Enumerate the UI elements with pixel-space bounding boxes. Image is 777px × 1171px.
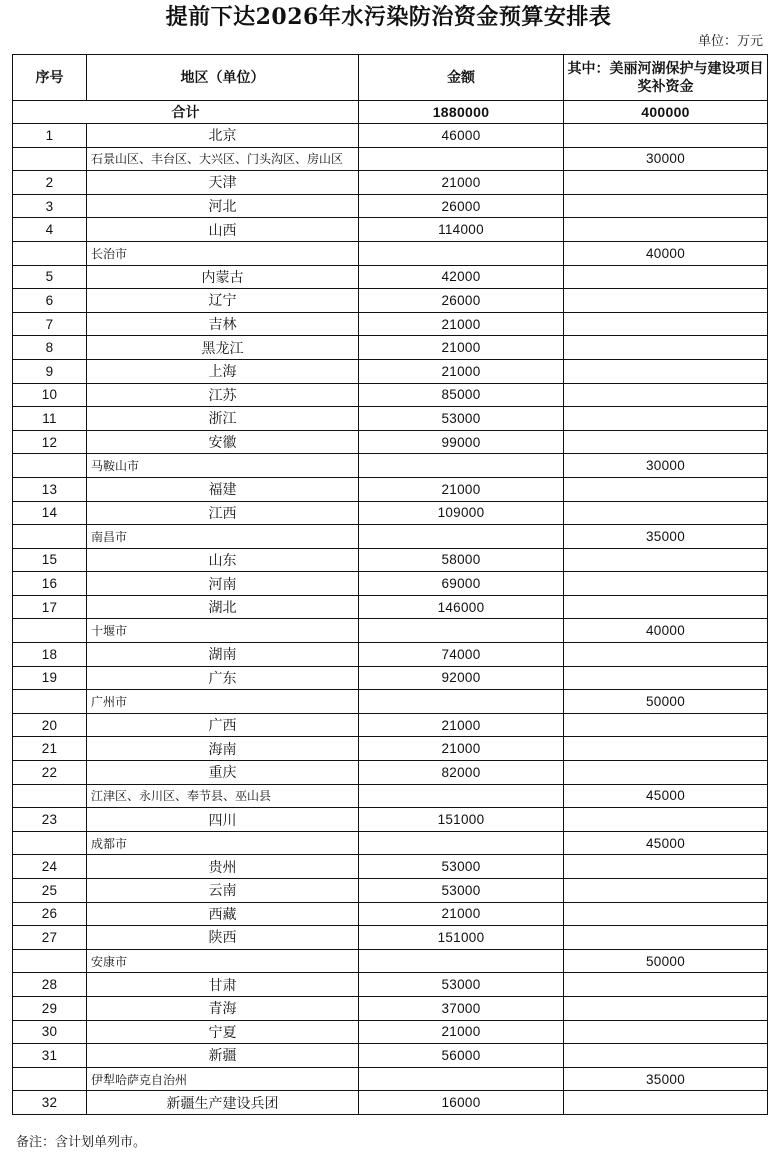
cell-amount: 85000 [359,383,564,407]
total-row [13,101,768,124]
cell-seq [13,619,87,643]
cell-region: 山东 [87,548,359,572]
cell-of-which [564,407,768,431]
table-row [13,879,768,903]
cell-of-which [564,595,768,619]
cell-amount [359,147,564,171]
cell-amount: 114000 [359,218,564,242]
cell-seq: 6 [13,289,87,313]
cell-seq: 10 [13,383,87,407]
table-row [13,996,768,1020]
cell-amount: 151000 [359,926,564,950]
cell-of-which: 50000 [564,949,768,973]
table-row-subitem [13,831,768,855]
cell-of-which: 45000 [564,831,768,855]
footnote: 备注：含计划单列市。 [16,1135,147,1150]
cell-amount [359,831,564,855]
table-row [13,336,768,360]
cell-amount: 37000 [359,996,564,1020]
cell-of-which [564,643,768,667]
table-row [13,808,768,832]
table-row [13,926,768,950]
cell-amount [359,454,564,478]
cell-of-which [564,1091,768,1115]
cell-amount: 74000 [359,643,564,667]
cell-seq: 15 [13,548,87,572]
cell-amount: 21000 [359,312,564,336]
cell-seq: 14 [13,501,87,525]
cell-region: 广州市 [87,690,359,714]
header-of-which: 其中：美丽河湖保护与建设项目奖补资金 [564,55,768,101]
cell-amount: 21000 [359,902,564,926]
cell-region: 贵州 [87,855,359,879]
cell-amount [359,1067,564,1091]
header-region: 地区（单位） [87,55,359,101]
cell-amount [359,241,564,265]
table-row [13,171,768,195]
cell-of-which: 35000 [564,1067,768,1091]
cell-amount: 42000 [359,265,564,289]
cell-amount: 46000 [359,124,564,148]
cell-amount: 21000 [359,737,564,761]
cell-of-which [564,171,768,195]
table-row-subitem [13,784,768,808]
header-amount: 金额 [359,55,564,101]
unit-label: 单位：万元 [697,34,763,49]
cell-amount: 53000 [359,879,564,903]
cell-region: 湖南 [87,643,359,667]
cell-seq: 16 [13,572,87,596]
cell-of-which [564,996,768,1020]
cell-of-which: 50000 [564,690,768,714]
table-row [13,737,768,761]
cell-of-which [564,926,768,950]
cell-seq: 18 [13,643,87,667]
cell-amount [359,690,564,714]
table-row-subitem [13,949,768,973]
cell-amount: 21000 [359,359,564,383]
cell-of-which [564,194,768,218]
cell-of-which [564,548,768,572]
cell-of-which [564,855,768,879]
cell-amount: 53000 [359,973,564,997]
cell-region: 新疆生产建设兵团 [87,1091,359,1115]
cell-amount: 82000 [359,761,564,785]
cell-seq [13,690,87,714]
cell-of-which [564,312,768,336]
cell-region: 河南 [87,572,359,596]
cell-seq: 11 [13,407,87,431]
table-row-subitem [13,525,768,549]
cell-region: 内蒙古 [87,265,359,289]
cell-amount: 146000 [359,595,564,619]
cell-region: 云南 [87,879,359,903]
cell-region: 伊犁哈萨克自治州 [87,1067,359,1091]
cell-of-which [564,879,768,903]
cell-region: 浙江 [87,407,359,431]
cell-seq: 28 [13,973,87,997]
cell-seq: 19 [13,666,87,690]
table-row [13,194,768,218]
cell-of-which: 40000 [564,241,768,265]
cell-region: 广西 [87,713,359,737]
cell-amount: 21000 [359,171,564,195]
cell-of-which: 45000 [564,784,768,808]
cell-amount: 21000 [359,477,564,501]
cell-amount: 53000 [359,855,564,879]
cell-amount: 92000 [359,666,564,690]
table-row [13,124,768,148]
cell-amount: 26000 [359,194,564,218]
cell-region: 成都市 [87,831,359,855]
document-title: 提前下达2026年水污染防治资金预算安排表 [165,4,612,30]
cell-seq: 17 [13,595,87,619]
cell-of-which [564,1044,768,1068]
cell-of-which [564,973,768,997]
table-row [13,643,768,667]
header-seq: 序号 [13,55,87,101]
cell-amount [359,619,564,643]
cell-seq: 32 [13,1091,87,1115]
cell-region: 山西 [87,218,359,242]
table-row [13,407,768,431]
cell-amount [359,784,564,808]
cell-of-which: 30000 [564,454,768,478]
cell-of-which [564,713,768,737]
cell-seq: 23 [13,808,87,832]
total-label: 合计 [13,101,359,124]
total-of-which: 400000 [564,101,768,124]
cell-seq: 25 [13,879,87,903]
table-row [13,713,768,737]
cell-seq: 9 [13,359,87,383]
table-row [13,902,768,926]
cell-seq: 31 [13,1044,87,1068]
table-row [13,595,768,619]
cell-region: 江西 [87,501,359,525]
table-row [13,855,768,879]
cell-of-which [564,289,768,313]
cell-region: 北京 [87,124,359,148]
cell-of-which [564,477,768,501]
table-row-subitem [13,454,768,478]
cell-region: 陕西 [87,926,359,950]
table-header-row [13,55,768,101]
cell-region: 重庆 [87,761,359,785]
cell-of-which [564,1020,768,1044]
cell-seq: 22 [13,761,87,785]
cell-of-which [564,761,768,785]
table-row [13,1091,768,1115]
cell-seq [13,147,87,171]
cell-region: 辽宁 [87,289,359,313]
cell-region: 石景山区、丰台区、大兴区、门头沟区、房山区 [87,147,359,171]
cell-seq [13,525,87,549]
cell-seq: 13 [13,477,87,501]
cell-seq: 26 [13,902,87,926]
cell-amount: 53000 [359,407,564,431]
table-row [13,359,768,383]
cell-of-which [564,336,768,360]
cell-region: 上海 [87,359,359,383]
cell-of-which: 35000 [564,525,768,549]
table-row-subitem [13,619,768,643]
cell-region: 长治市 [87,241,359,265]
cell-seq [13,1067,87,1091]
cell-region: 宁夏 [87,1020,359,1044]
cell-seq: 5 [13,265,87,289]
cell-seq: 8 [13,336,87,360]
table-row-subitem [13,241,768,265]
table-row-subitem [13,1067,768,1091]
cell-seq: 4 [13,218,87,242]
cell-of-which [564,666,768,690]
cell-region: 新疆 [87,1044,359,1068]
cell-seq: 7 [13,312,87,336]
cell-amount: 21000 [359,336,564,360]
cell-of-which [564,430,768,454]
cell-region: 马鞍山市 [87,454,359,478]
cell-seq: 20 [13,713,87,737]
cell-region: 青海 [87,996,359,1020]
cell-seq [13,241,87,265]
cell-seq [13,454,87,478]
budget-table [12,54,768,1115]
cell-of-which [564,737,768,761]
cell-amount [359,525,564,549]
cell-region: 南昌市 [87,525,359,549]
cell-of-which [564,572,768,596]
table-row [13,430,768,454]
cell-region: 西藏 [87,902,359,926]
cell-seq: 1 [13,124,87,148]
cell-of-which [564,808,768,832]
cell-region: 吉林 [87,312,359,336]
table-row [13,312,768,336]
table-row [13,501,768,525]
cell-amount: 56000 [359,1044,564,1068]
table-row [13,218,768,242]
cell-amount: 16000 [359,1091,564,1115]
cell-of-which [564,124,768,148]
cell-amount: 151000 [359,808,564,832]
table-row [13,1020,768,1044]
cell-amount: 109000 [359,501,564,525]
cell-of-which [564,501,768,525]
cell-of-which: 30000 [564,147,768,171]
table-row [13,548,768,572]
cell-seq: 2 [13,171,87,195]
cell-region: 湖北 [87,595,359,619]
cell-seq: 3 [13,194,87,218]
table-row [13,477,768,501]
cell-region: 天津 [87,171,359,195]
table-row [13,383,768,407]
table-row [13,1044,768,1068]
cell-of-which [564,359,768,383]
table-row [13,761,768,785]
cell-region: 江津区、永川区、奉节县、巫山县 [87,784,359,808]
cell-seq [13,949,87,973]
table-row [13,289,768,313]
cell-seq: 29 [13,996,87,1020]
cell-region: 江苏 [87,383,359,407]
cell-region: 海南 [87,737,359,761]
cell-region: 黑龙江 [87,336,359,360]
cell-of-which [564,902,768,926]
cell-region: 广东 [87,666,359,690]
cell-of-which [564,265,768,289]
cell-amount: 21000 [359,1020,564,1044]
cell-of-which: 40000 [564,619,768,643]
cell-of-which [564,218,768,242]
cell-seq [13,784,87,808]
total-amount: 1880000 [359,101,564,124]
table-row-subitem [13,690,768,714]
cell-of-which [564,383,768,407]
cell-region: 十堰市 [87,619,359,643]
cell-amount: 69000 [359,572,564,596]
cell-seq [13,831,87,855]
cell-region: 安康市 [87,949,359,973]
cell-amount: 99000 [359,430,564,454]
cell-seq: 12 [13,430,87,454]
cell-amount: 21000 [359,713,564,737]
cell-seq: 21 [13,737,87,761]
cell-seq: 30 [13,1020,87,1044]
table-row [13,572,768,596]
cell-amount: 26000 [359,289,564,313]
table-row-subitem [13,147,768,171]
cell-seq: 27 [13,926,87,950]
cell-region: 甘肃 [87,973,359,997]
cell-region: 福建 [87,477,359,501]
cell-region: 安徽 [87,430,359,454]
cell-region: 河北 [87,194,359,218]
cell-region: 四川 [87,808,359,832]
cell-amount [359,949,564,973]
table-row [13,973,768,997]
table-row [13,666,768,690]
cell-amount: 58000 [359,548,564,572]
table-row [13,265,768,289]
cell-seq: 24 [13,855,87,879]
